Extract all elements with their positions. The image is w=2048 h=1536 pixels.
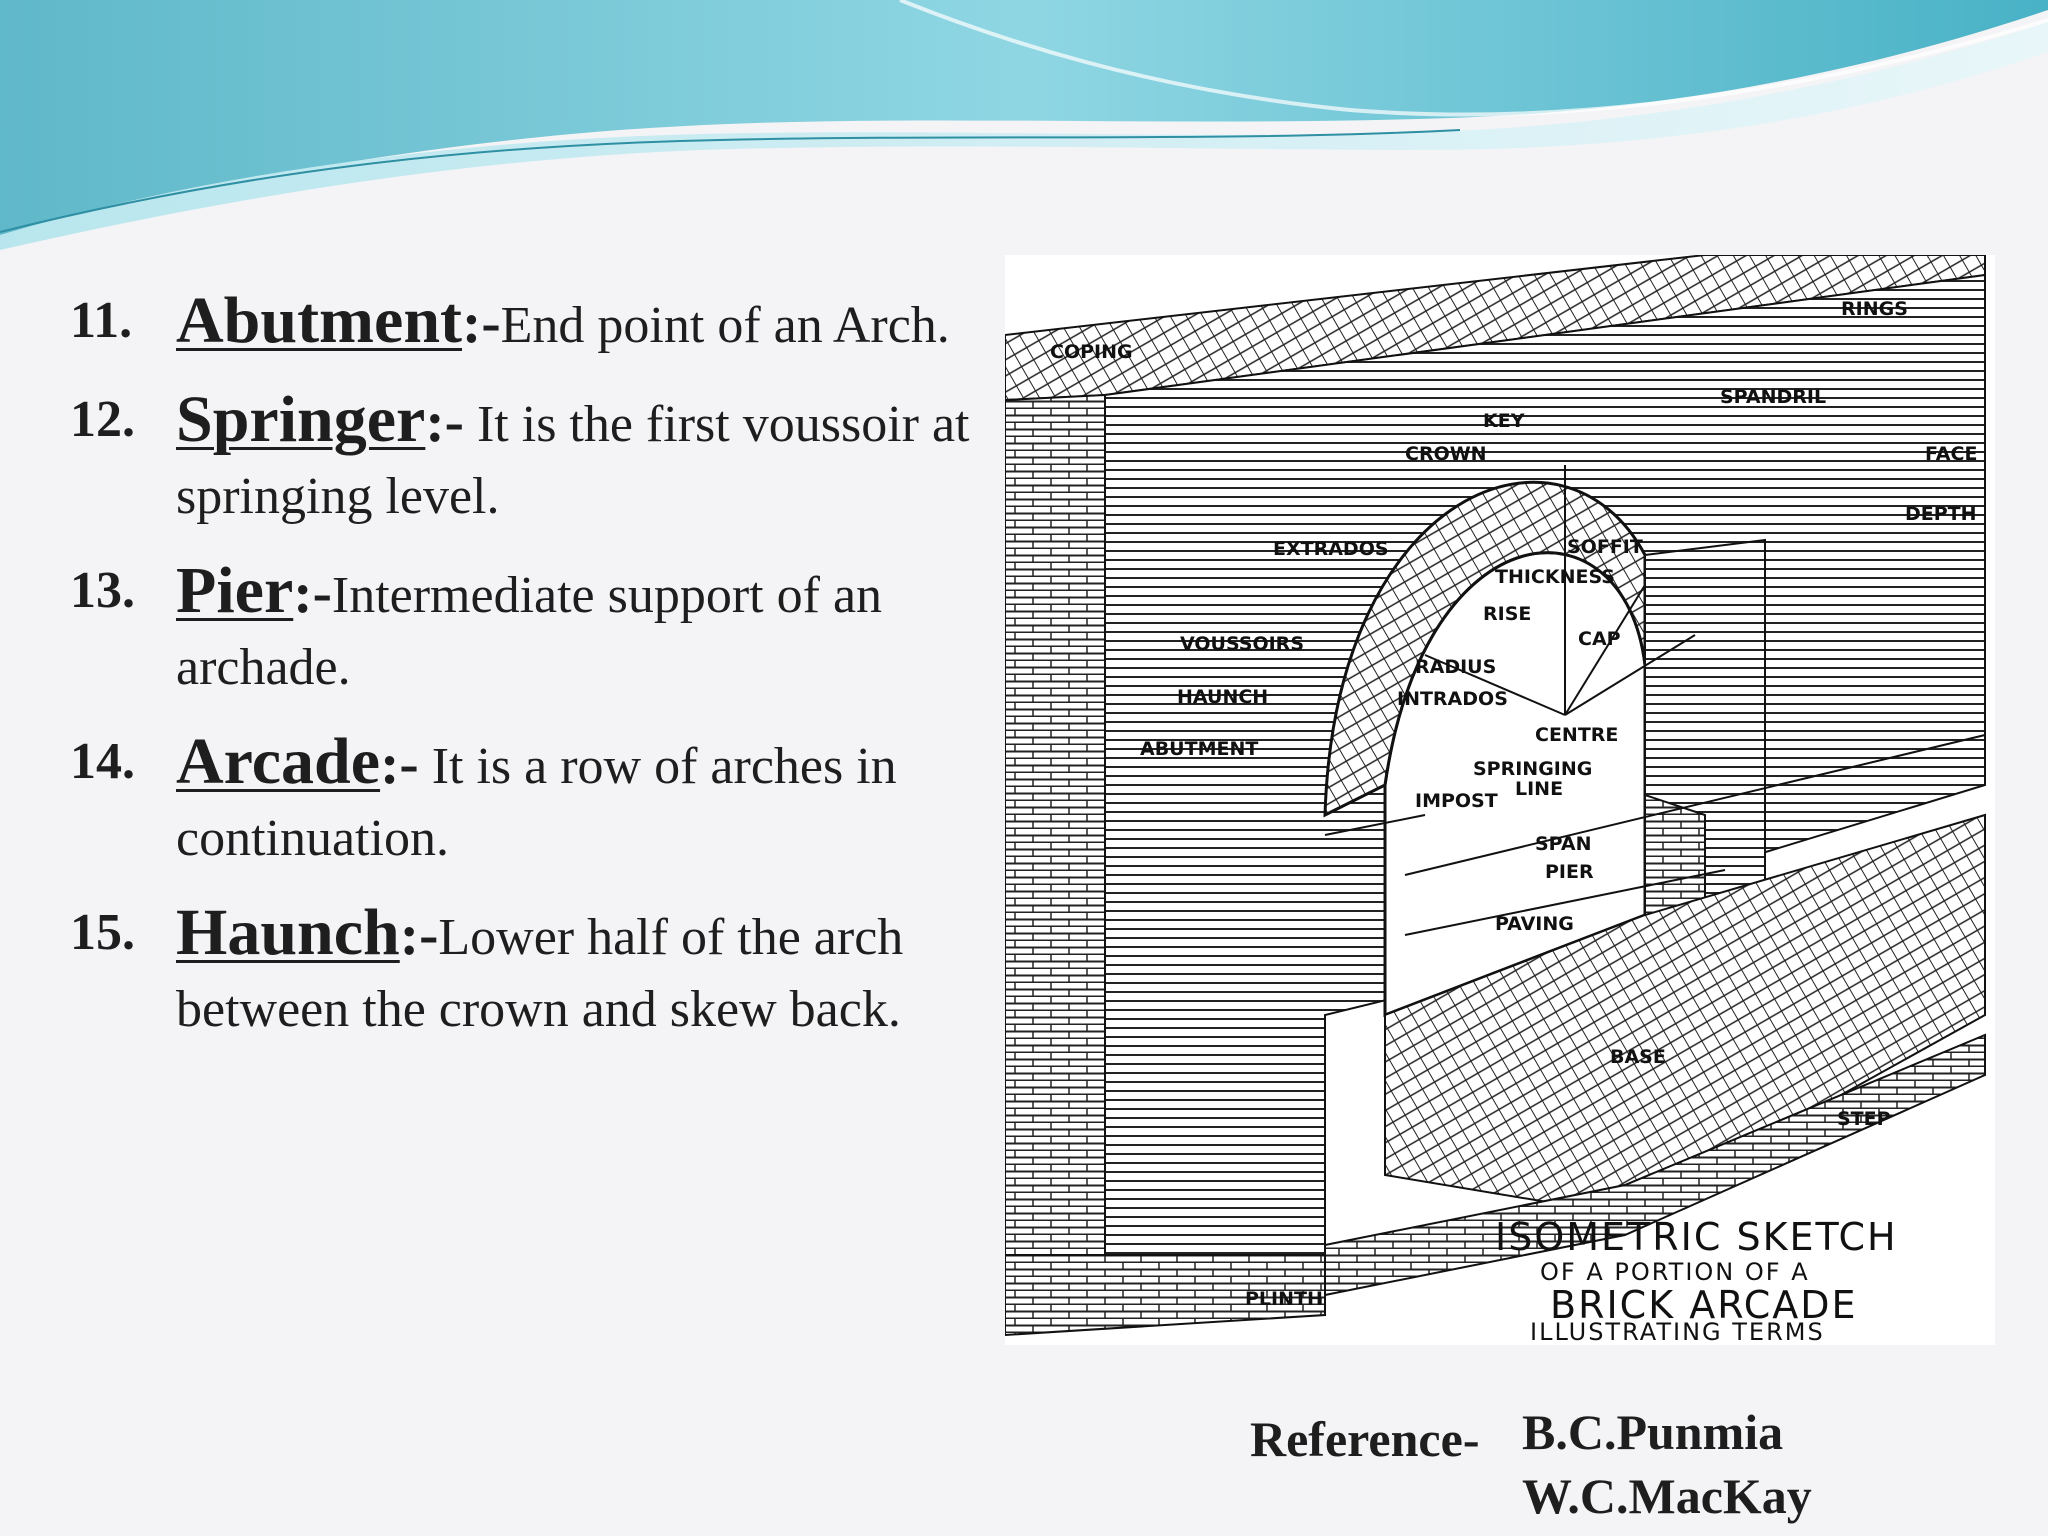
label-haunch: HAUNCH (1177, 686, 1269, 708)
label-coping: COPING (1050, 341, 1133, 363)
header-wave-decoration (0, 0, 2048, 250)
label-extrados: EXTRADOS (1273, 538, 1389, 560)
label-span: SPAN (1535, 833, 1592, 855)
item-number: 11. (70, 292, 133, 349)
wall-end (1005, 395, 1105, 1315)
label-spandril: SPANDRIL (1720, 386, 1827, 408)
term-separator: :- (293, 560, 332, 625)
item-number: 15. (70, 904, 135, 961)
definition-pier: Intermediate support of an archade. (176, 567, 883, 696)
label-springing: SPRINGING (1473, 758, 1593, 780)
reference-label: Reference- (1250, 1411, 1480, 1467)
label-step: STEP (1837, 1108, 1891, 1130)
list-item-pier (70, 555, 970, 704)
label-pier: PIER (1545, 861, 1594, 883)
term-separator: :- (462, 290, 501, 355)
definition-springer: It is the first voussoir at springing level. (176, 396, 970, 525)
list-item-arcade (70, 726, 970, 875)
label-depth: DEPTH (1905, 503, 1977, 525)
label-face: FACE (1925, 443, 1978, 465)
list-item-springer (70, 384, 970, 533)
item-number: 14. (70, 733, 135, 790)
definition-arcade: It is a row of arches in continuation. (176, 738, 897, 867)
list-item-abutment (70, 285, 970, 362)
brick-arcade-sketch (1005, 255, 1995, 1345)
label-soffit: SOFFIT (1567, 536, 1643, 558)
label-line: LINE (1515, 778, 1564, 800)
term-pier: Pier (176, 554, 294, 627)
caption-line-2: OF A PORTION OF A (1540, 1258, 1810, 1286)
label-intrados: INTRADOS (1397, 688, 1508, 710)
arch-terms-list (70, 285, 970, 1068)
term-abutment: Abutment (176, 284, 463, 357)
term-separator: :- (425, 389, 464, 454)
label-voussoirs: VOUSSOIRS (1180, 633, 1305, 655)
item-number: 13. (70, 562, 135, 619)
term-springer: Springer (176, 383, 426, 456)
label-plinth: PLINTH (1245, 1288, 1323, 1310)
label-radius: RADIUS (1415, 656, 1497, 678)
term-arcade: Arcade (176, 725, 381, 798)
definition-haunch: Lower half of the arch between the crown and skew back. (176, 909, 904, 1038)
label-crown: CROWN (1405, 443, 1487, 465)
reference-author-mackay: W.C.MacKay (1522, 1468, 1812, 1524)
label-thickness: THICKNESS (1495, 566, 1615, 588)
caption-line-4: ILLUSTRATING TERMS (1530, 1318, 1825, 1345)
caption-line-3: BRICK ARCADE (1550, 1283, 1858, 1327)
label-centre: CENTRE (1535, 724, 1619, 746)
item-number: 12. (70, 391, 135, 448)
term-haunch: Haunch (176, 896, 400, 969)
definition-abutment: End point of an Arch. (500, 297, 950, 354)
label-base: BASE (1610, 1046, 1666, 1068)
reference-author-punmia: B.C.Punmia (1522, 1404, 1784, 1460)
list-item-haunch (70, 897, 970, 1046)
label-rise: RISE (1483, 603, 1532, 625)
reference-authors (1522, 1400, 1812, 1528)
label-paving: PAVING (1495, 913, 1574, 935)
caption-line-1: ISOMETRIC SKETCH (1495, 1215, 1898, 1259)
label-impost: IMPOST (1415, 790, 1498, 812)
term-separator: :- (380, 731, 419, 796)
term-separator: :- (399, 902, 439, 967)
label-rings: RINGS (1841, 298, 1908, 320)
label-cap: CAP (1578, 628, 1621, 650)
label-key: KEY (1483, 410, 1525, 432)
label-abutment: ABUTMENT (1140, 738, 1259, 760)
